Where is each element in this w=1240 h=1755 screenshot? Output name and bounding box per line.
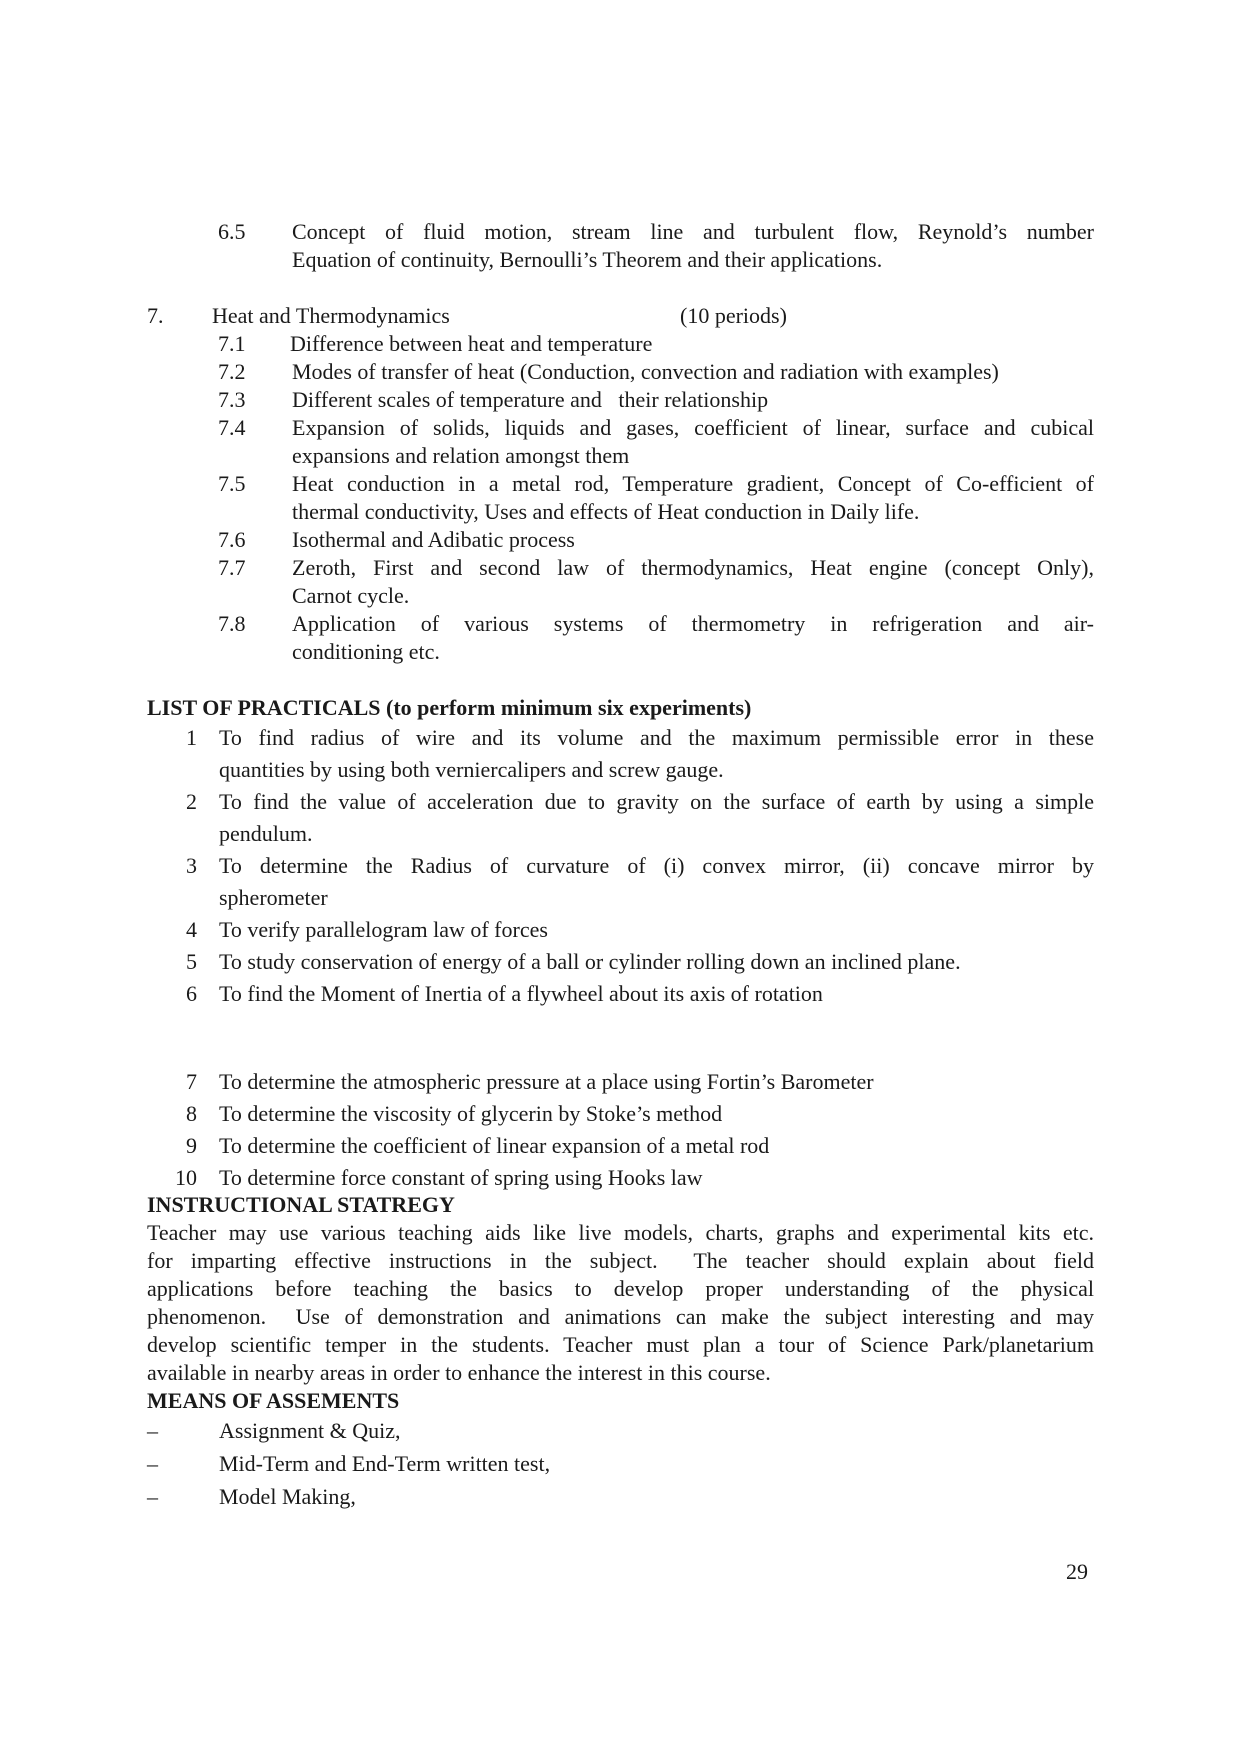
practical-text-line: To study conservation of energy of a ball or cylinder rolling down an inclined plane. — [219, 949, 961, 974]
topic-text-line: thermal conductivity, Uses and effects of Heat conduction in Daily life. — [292, 499, 920, 524]
practical-number: 10 — [175, 1165, 197, 1190]
topic-number: 6.5 — [218, 219, 246, 244]
topic-text-line: conditioning etc. — [292, 639, 440, 664]
practical-text-line: To determine the coefficient of linear expansion of a metal rod — [219, 1133, 770, 1158]
unit-periods: (10 periods) — [680, 303, 787, 328]
topic-number: 7.8 — [218, 611, 246, 636]
practical-text-line: To verify parallelogram law of forces — [219, 917, 548, 942]
practical-text-line: To find the Moment of Inertia of a flywheel about its axis of rotation — [219, 981, 823, 1006]
unit-title: Heat and Thermodynamics — [212, 303, 450, 328]
topic-text-line: Application of various systems of thermometry in refrigeration and air- — [292, 611, 1094, 636]
practical-number: 8 — [186, 1101, 197, 1126]
practical-number: 9 — [186, 1133, 197, 1158]
topic-number: 7.3 — [218, 387, 246, 412]
dash-bullet: – — [147, 1484, 158, 1509]
topic-text-line: Carnot cycle. — [292, 583, 410, 608]
topic-number: 7.7 — [218, 555, 246, 580]
strategy-text-line: applications before teaching the basics to develop proper understanding of the physical — [147, 1276, 1094, 1301]
topic-text-line: Equation of continuity, Bernoulli’s Theorem and their applications. — [292, 247, 883, 272]
topic-number: 7.1 — [218, 331, 246, 356]
practical-text-line: To find radius of wire and its volume and the maximum permissible error in these — [219, 725, 1094, 750]
practical-number: 1 — [186, 725, 197, 750]
practical-text-line: To find the value of acceleration due to gravity on the surface of earth by using a simple — [219, 789, 1094, 814]
strategy-text-line: develop scientific temper in the students. Teacher must plan a tour of Science Park/planetarium — [147, 1332, 1094, 1357]
strategy-text-line: phenomenon. Use of demonstration and animations can make the subject interesting and may — [147, 1304, 1094, 1329]
topic-text-line: Heat conduction in a metal rod, Temperature gradient, Concept of Co-efficient of — [292, 471, 1094, 496]
topic-text-line: Different scales of temperature and their relationship — [292, 387, 769, 412]
practical-text-line: pendulum. — [219, 821, 313, 846]
topic-text-line: Expansion of solids, liquids and gases, coefficient of linear, surface and cubical — [292, 415, 1094, 440]
topic-number: 7.2 — [218, 359, 246, 384]
practical-number: 2 — [186, 789, 197, 814]
topic-text-line: Zeroth, First and second law of thermodynamics, Heat engine (concept Only), — [292, 555, 1094, 580]
strategy-text-line: for imparting effective instructions in the subject. The teacher should explain about field — [147, 1248, 1094, 1273]
assessment-item: Mid-Term and End-Term written test, — [219, 1451, 551, 1476]
assessment-item: Model Making, — [219, 1484, 356, 1509]
practical-number: 5 — [186, 949, 197, 974]
assessment-item: Assignment & Quiz, — [219, 1418, 401, 1443]
practical-text-line: quantities by using both verniercalipers and screw gauge. — [219, 757, 724, 782]
topic-text-line: Isothermal and Adibatic process — [292, 527, 575, 552]
topic-text-line: expansions and relation amongst them — [292, 443, 630, 468]
topic-number: 7.6 — [218, 527, 246, 552]
unit-number: 7. — [147, 303, 164, 328]
dash-bullet: – — [147, 1451, 158, 1476]
practical-number: 3 — [186, 853, 197, 878]
strategy-text-line: available in nearby areas in order to enhance the interest in this course. — [147, 1360, 771, 1385]
practical-text-line: To determine force constant of spring using Hooks law — [219, 1165, 703, 1190]
topic-number: 7.5 — [218, 471, 246, 496]
topic-text-line: Modes of transfer of heat (Conduction, convection and radiation with examples) — [292, 359, 999, 384]
page-number: 29 — [1066, 1559, 1088, 1584]
practicals-heading: LIST OF PRACTICALS (to perform minimum six experiments) — [147, 695, 752, 720]
topic-text-line: Difference between heat and temperature — [290, 331, 653, 356]
assessment-heading: MEANS OF ASSEMENTS — [147, 1388, 400, 1413]
practical-number: 7 — [186, 1069, 197, 1094]
practical-number: 4 — [186, 917, 197, 942]
practical-text-line: spherometer — [219, 885, 328, 910]
practical-text-line: To determine the atmospheric pressure at a place using Fortin’s Barometer — [219, 1069, 874, 1094]
topic-text-line: Concept of fluid motion, stream line and turbulent flow, Reynold’s number — [292, 219, 1094, 244]
strategy-text-line: Teacher may use various teaching aids like live models, charts, graphs and experimental kits etc. — [147, 1220, 1094, 1245]
topic-number: 7.4 — [218, 415, 246, 440]
practical-number: 6 — [186, 981, 197, 1006]
strategy-heading: INSTRUCTIONAL STATREGY — [147, 1192, 455, 1217]
practical-text-line: To determine the Radius of curvature of (i) convex mirror, (ii) concave mirror by — [219, 853, 1094, 878]
practical-text-line: To determine the viscosity of glycerin by Stoke’s method — [219, 1101, 723, 1126]
dash-bullet: – — [147, 1418, 158, 1443]
